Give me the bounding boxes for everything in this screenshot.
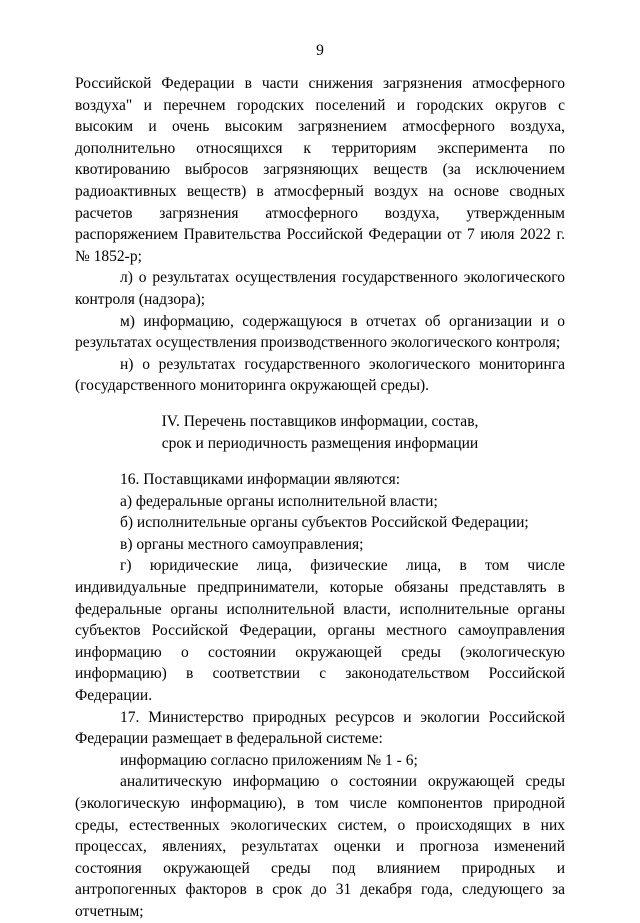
paragraph: л) о результатах осуществления государственного экологического контроля (надзора); (75, 269, 565, 308)
paragraph: м) информацию, содержащуюся в отчетах об организации и о результатах осуществления производственного экологического контроля; (75, 312, 565, 352)
paragraph: информацию согласно приложениям № 1 - 6; (120, 751, 418, 769)
paragraph: 17. Министерство природных ресурсов и экологии Российской Федерации размещает в федеральной системе: (75, 708, 565, 748)
paragraphs-after-heading (75, 469, 565, 922)
paragraph: г) юридические лица, физические лица, в том числе индивидуальные предприниматели, которые обязаны представлять в федеральные органы исполнительной власти, исполнительные органы субъектов Российской Федерации, органы местного самоуправления информацию о состоянии окружающей среды (экологическую информацию) в соответствии с законодательством Российской Федерации. (75, 557, 565, 705)
section-heading (75, 411, 565, 454)
paragraph: н) о результатах государственного экологического мониторинга (государственного мониторинга окружающей среды). (75, 355, 565, 395)
paragraph: Российской Федерации в части снижения загрязнения атмосферного воздуха" и перечнем городских поселений и городских округов с высоким и очень высоким загрязнением атмосферного воздуха, дополнительно относящихся к территориям эксперимента по квотированию выбросов загрязняющих веществ (за исключением радиоактивных веществ) в атмосферный воздух на основе сводных расчетов загрязнения атмосферного воздуха, утвержденным распоряжением Правительства Российской Федерации от 7 июля 2022 г. № 1852-р; (75, 75, 565, 265)
paragraph: а) федеральные органы исполнительной власти; (120, 492, 438, 510)
paragraphs-before-heading (75, 73, 565, 397)
section-heading-line-2: срок и периодичность размещения информации (161, 434, 479, 452)
paragraph: в) органы местного самоуправления; (120, 535, 364, 553)
section-heading-line-1: IV. Перечень поставщиков информации, состав, (161, 412, 479, 430)
page-number: 9 (316, 42, 324, 59)
document-body (75, 73, 565, 923)
paragraph: б) исполнительные органы субъектов Российской Федерации; (120, 514, 529, 532)
paragraph: 16. Поставщиками информации являются: (120, 471, 401, 489)
paragraph: аналитическую информацию о состоянии окружающей среды (экологическую информацию), в том числе компонентов природной среды, естественных экологических систем, о происходящих в них процессах, явлениях, результатах оценки и прогноза изменений состояния окружающей среды под влиянием природных и антропогенных факторов в срок до 31 декабря года, следующего за отчетным; (75, 773, 565, 920)
